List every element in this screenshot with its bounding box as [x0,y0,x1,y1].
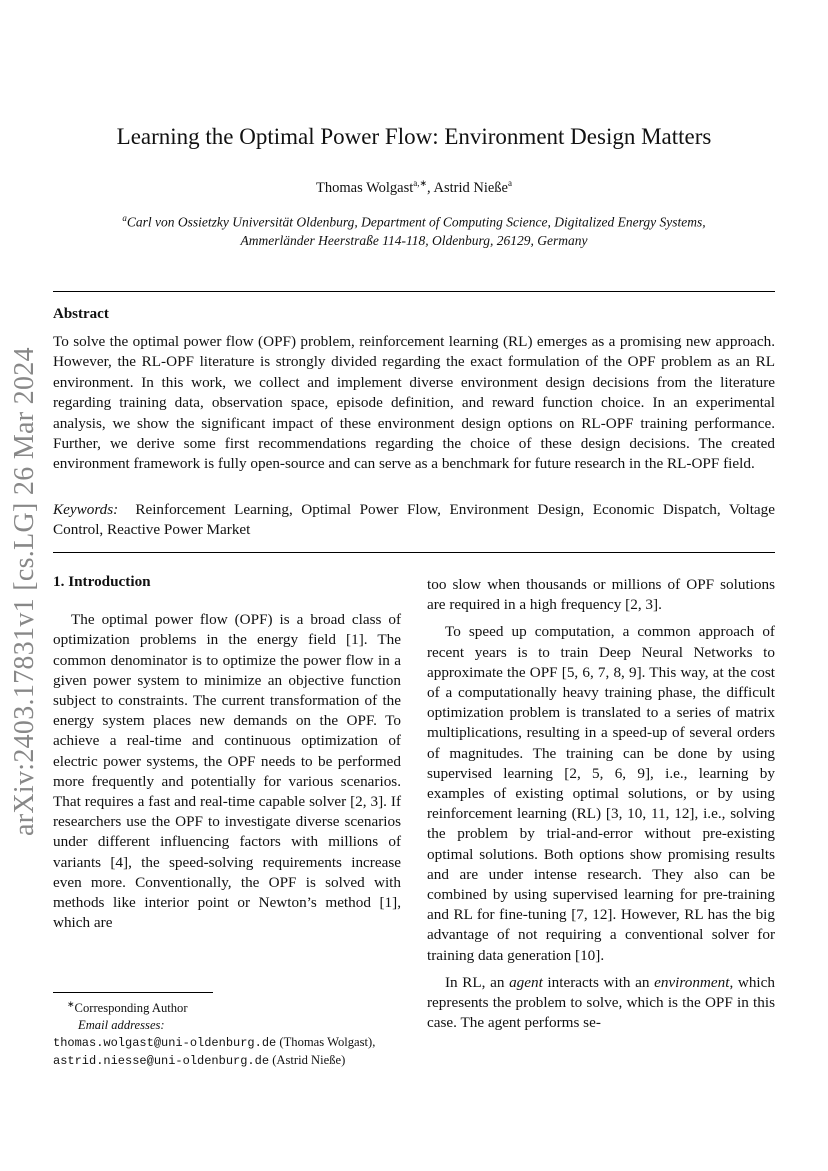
right-column [427,575,775,1040]
author-list [50,178,778,197]
footnote-line [53,1017,413,1034]
affiliation [90,209,738,250]
section-heading: 1. Introduction [53,573,151,590]
author-name: Astrid Nieße [433,179,508,196]
paragraph: The optimal power flow (OPF) is a broad class of optimization problems in the energy field [1]. The common denominator is to optimize the power flow in a given power system to minimize an objective function subject to constraints. The current transformation of the energy system places new demands on the OPF. To achieve a real-time and continuous optimization of electric power systems, the OPF needs to be performed more frequently and potentially for various scenarios. That requires a fast and real-time capable solver [2, 3]. If researchers use the OPF to investigate diverse scenarios under different influencing factors with millions of variants [4], the speed-solving requirements increase even more. Conventionally, the OPF is solved with methods like interior point or Newton’s method [1], which are [53,611,401,932]
email-label: Email addresses: [78,1018,165,1033]
email-link[interactable]: astrid.niesse@uni-oldenburg.de [53,1054,270,1069]
keywords-text: Reinforcement Learning, Optimal Power Flow, Environment Design, Economic Dispatch, Voltage Control, Reactive Power Market [53,501,776,539]
abstract-divider [53,552,775,553]
affiliation-text: Carl von Ossietzky Universität Oldenburg, Department of Computing Science, Digitalized Energy Systems, Ammerländer Heerstraße 114-118, Oldenburg, 26129, Germany [126,214,706,248]
author-separator: , [427,179,434,196]
paragraph [427,973,775,1034]
footnote-text: (Astrid Nieße) [269,1053,346,1068]
term-environment: environment [654,973,730,991]
text-run: , which represents the problem to solve, which is the OPF in this case. The agent performs se- [427,973,775,1032]
footnote-line [53,1034,413,1052]
footnote-line [53,996,413,1017]
arxiv-identifier: arXiv:2403.17831v1 [cs.LG] 26 Mar 2024 [9,347,40,836]
top-divider [53,291,775,292]
left-column [53,572,401,940]
author-name: Thomas Wolgast [316,179,414,196]
email-link[interactable]: thomas.wolgast@uni-oldenburg.de [53,1036,277,1051]
paper-title: Learning the Optimal Power Flow: Environment Design Matters [116,124,712,149]
footnote-text: (Thomas Wolgast), [276,1035,376,1050]
text-run: In RL, an [445,973,510,991]
footnote-text: Corresponding Author [74,1001,188,1016]
author-mark: a,∗ [413,178,428,188]
term-agent: agent [509,973,543,991]
keywords-label: Keywords: [53,501,119,518]
paragraph: To speed up computation, a common approach of recent years is to train Deep Neural Networks to approximate the OPF [5, 6, 7, 8, 9]. This way, at the cost of a computationally heavy training phase, the difficult optimization problem is translated to a series of matrix multiplications, resulting in a speed-up of several orders of magnitudes. The training can be done by using supervised learning [2, 5, 6, 9], i.e., learning by examples of existing optimal solutions, or by using reinforcement learning (RL) [3, 10, 11, 12], i.e., solving the problem by trial-and-error without pre-existing optimal solutions. Both options show promising results and are under intense research. They also can be combined by using supervised learning for pre-training and RL for fine-tuning [7, 12]. However, RL has the big advantage of not requiring a conventional solver for training data generation [10]. [427,623,775,964]
abstract-text: To solve the optimal power flow (OPF) problem, reinforcement learning (RL) emerges as a promising new approach. However, the RL-OPF literature is strongly divided regarding the exact formulation of the OPF problem as an RL environment. In this work, we collect and implement diverse environment design decisions from the literature regarding training data, observation space, episode definition, and reward function choice. In an experimental analysis, we show the significant impact of these environment design options on RL-OPF training performance. Further, we derive some first recommendations regarding the choice of these design decisions. The created environment framework is fully open-source and can serve as a benchmark for future research in the RL-OPF field. [53,333,775,473]
footnote-mark: ∗ [67,999,75,1009]
affiliation-mark: a [122,213,127,223]
footnote-line [53,1052,413,1070]
abstract-heading: Abstract [53,306,109,322]
text-run: interacts with an [542,973,655,991]
author-mark: a [508,178,512,188]
keywords [53,500,775,541]
footnote [53,996,413,1070]
paragraph: too slow when thousands or millions of OPF solutions are required in a high frequency [2, 3]. [427,576,775,614]
footnote-divider [53,992,213,993]
